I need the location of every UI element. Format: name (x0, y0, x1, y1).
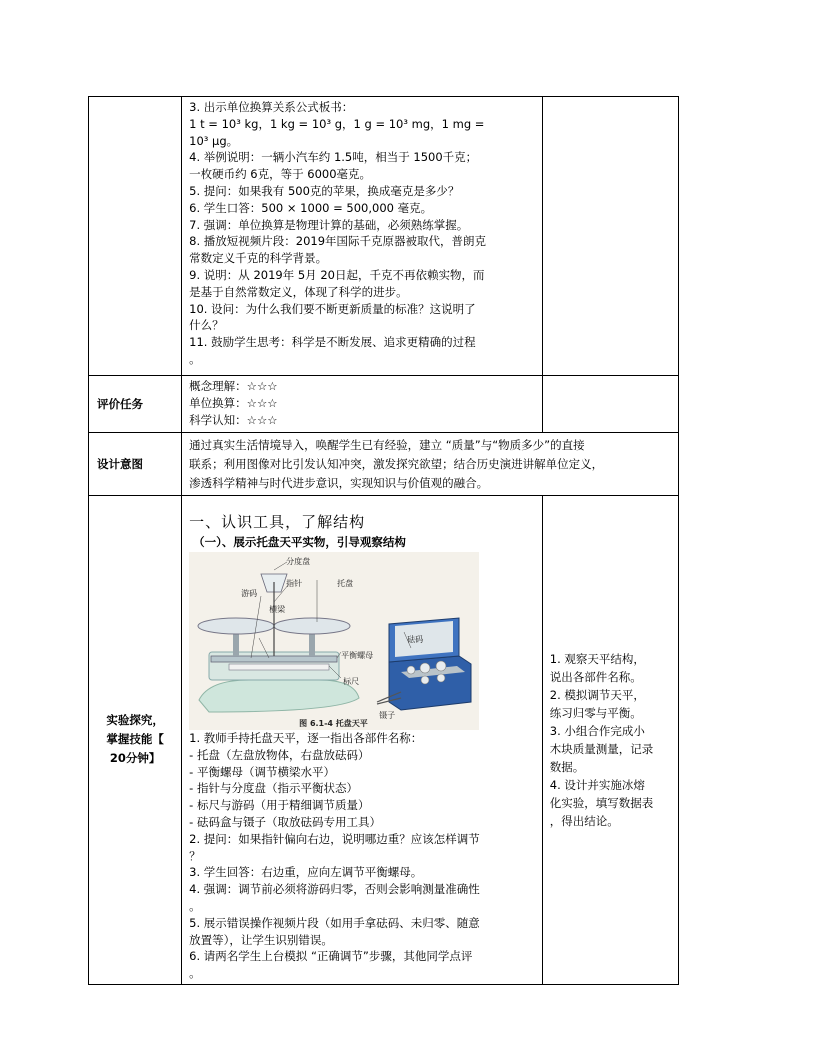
activity-line: ，得出结论。 (549, 813, 619, 828)
text-line: 4. 举例说明：一辆小汽车约 1.5吨，相当于 1500千克； (189, 150, 478, 165)
text-line: - 指针与分度盘（指示平衡状态） (189, 781, 358, 796)
text-line: 3. 出示单位换算关系公式板书： (189, 100, 354, 114)
text-line: 2. 提问：如果指针偏向右边，说明哪边重？应该怎样调节 (189, 831, 480, 846)
evaluation-content (182, 376, 543, 433)
text-line: 一枚硬币约 6克，等于 6000毫克。 (189, 167, 372, 182)
label-line: 实验探究， (106, 713, 164, 728)
label-weights: 砝码 (407, 635, 424, 644)
text-line: 。 (189, 351, 201, 366)
text-line: 4. 强调：调节前必须将游码归零，否则会影响测量准确性 (189, 882, 480, 897)
rating-line: 科学认知：☆☆☆ (189, 413, 278, 427)
text-line: 是基于自然常数定义，体现了科学的进步。 (189, 284, 408, 299)
lesson-plan-table (88, 96, 679, 985)
balance-figure (189, 552, 479, 730)
design-label: 设计意图 (89, 433, 182, 496)
activity-line: 2. 模拟调节天平， (549, 687, 645, 702)
label-pointer: 指针 (286, 579, 303, 588)
row-design-intent (89, 433, 679, 496)
label-pan: 托盘 (337, 579, 354, 588)
label-dial: 分度盘 (286, 557, 311, 566)
activity-line: 4. 设计并实施冰熔 (549, 777, 645, 792)
text-line: - 标尺与游码（用于精细调节质量） (189, 798, 370, 813)
section-title: 一、认识工具，了解结构 (189, 513, 366, 531)
text-line: 联系；利用图像对比引发认知冲突，激发探究欲望；结合历史演进讲解单位定义， (189, 457, 604, 471)
text-line: 渗透科学精神与时代进步意识，实现知识与价值观的融合。 (189, 476, 489, 490)
row1-label-cell (89, 97, 182, 376)
activity-line: 化实验，填写数据表 (549, 795, 654, 810)
text-line: 6. 请两名学生上台模拟 “正确调节”步骤，其他同学点评 (189, 949, 473, 964)
label-rider: 游码 (241, 589, 258, 598)
activity-line: 1. 观察天平结构， (549, 651, 645, 666)
row-unit-conversion (89, 97, 679, 376)
activity-line: 说出各部件名称。 (549, 669, 642, 684)
row1-right-cell (542, 97, 678, 376)
figure-caption: 图 6.1-4 托盘天平 (299, 719, 368, 728)
activity-line: 木块质量测量，记录 (549, 741, 654, 756)
text-line: 11. 鼓励学生思考：科学是不断发展、追求更精确的过程 (189, 335, 476, 350)
row-evaluation (89, 376, 679, 433)
rating-line: 单位换算：☆☆☆ (189, 396, 278, 410)
design-content (182, 433, 679, 496)
label-beam: 横梁 (269, 605, 286, 614)
text-line: 7. 强调：单位换算是物理计算的基础，必须熟练掌握。 (189, 217, 469, 232)
row1-content (182, 97, 543, 376)
label-tweezers: 镊子 (379, 711, 396, 720)
activity-line: 数据。 (549, 759, 585, 774)
activity-line: 练习归零与平衡。 (549, 705, 642, 720)
text-line: 通过真实生活情境导入，唤醒学生已有经验，建立 “质量”与“物质多少”的直接 (189, 438, 585, 452)
label-line: 20分钟】 (109, 751, 161, 766)
text-line: 6. 学生口答：500 × 1000 = 500,000 毫克。 (189, 200, 433, 215)
text-line: 10. 设问：为什么我们要不断更新质量的标准？这说明了 (189, 301, 476, 316)
student-activities (542, 496, 678, 985)
text-line: 放置等），让学生识别错误。 (189, 932, 333, 947)
activity-line: 3. 小组合作完成小 (549, 723, 645, 738)
text-line: - 托盘（左盘放物体，右盘放砝码） (189, 747, 370, 762)
text-line: 3. 学生回答：右边重，应向左调节平衡螺母。 (189, 865, 423, 880)
label-scale: 标尺 (343, 677, 360, 686)
text-line: 8. 播放短视频片段：2019年国际千克原器被取代，普朗克 (189, 234, 487, 249)
text-line: 1 t = 10³ kg，1 kg = 10³ g，1 g = 10³ mg，1 mg = (189, 116, 485, 131)
text-line: 。 (189, 898, 201, 913)
text-line: 9. 说明：从 2019年 5月 20日起，千克不再依赖实物，而 (189, 267, 485, 282)
text-line: 。 (189, 966, 201, 981)
text-line: - 砝码盒与镊子（取放砝码专用工具） (189, 814, 381, 829)
text-line: 5. 展示错误操作视频片段（如用手拿砝码、未归零、随意 (189, 915, 480, 930)
text-line: 1. 教师手持托盘天平，逐一指出各部件名称： (189, 731, 423, 745)
text-line: ？ (189, 848, 201, 863)
balance-illustration (189, 552, 479, 730)
label-line: 掌握技能【 (106, 732, 164, 747)
text-line: - 平衡螺母（调节横梁水平） (189, 764, 335, 779)
experiment-content (182, 496, 543, 985)
experiment-label (89, 496, 182, 985)
rating-line: 概念理解：☆☆☆ (189, 379, 278, 393)
subsection-title: （一）、展示托盘天平实物，引导观察结构 (193, 535, 406, 549)
evaluation-right-cell (542, 376, 678, 433)
text-line: 什么？ (189, 318, 224, 333)
text-line: 10³ μg。 (189, 133, 239, 148)
row-experiment (89, 496, 679, 985)
evaluation-label: 评价任务 (89, 376, 182, 433)
text-line: 5. 提问：如果我有 500克的苹果，换成毫克是多少？ (189, 183, 460, 198)
text-line: 常数定义千克的科学背景。 (189, 251, 328, 266)
label-nut: 平衡螺母 (341, 651, 374, 660)
